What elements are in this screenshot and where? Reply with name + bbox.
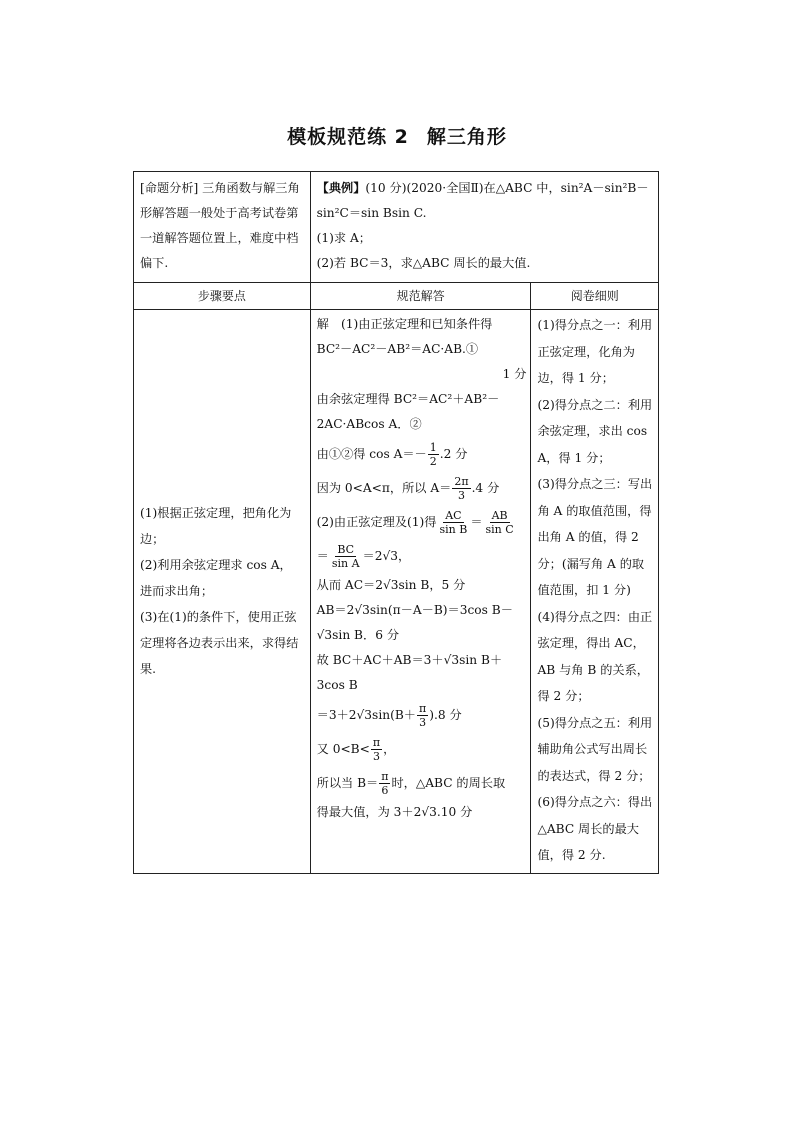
fraction-numerator: AB: [491, 509, 508, 522]
solution-text: (2)由正弦定理及(1)得: [316, 515, 437, 529]
fraction-denominator: 3: [457, 489, 465, 502]
content-row: [134, 310, 659, 874]
paren: ): [429, 708, 434, 722]
solution-line: 3cos B: [316, 678, 358, 692]
solution-line: [317, 766, 527, 800]
step-item: (2)利用余弦定理求 cos A，进而求出角；: [140, 558, 292, 599]
fraction-denominator: sin B: [439, 523, 468, 536]
solution-text: 因为 0<A<π，所以 A＝: [316, 481, 452, 495]
fraction-denominator: 3: [372, 750, 380, 763]
solution-text: B＋: [394, 708, 416, 722]
fraction-denominator: sin C: [485, 523, 514, 536]
fraction-denominator: 2: [429, 455, 437, 468]
solution-text: ＝3＋2√3sin: [316, 708, 391, 722]
example-line: (10 分)(2020·全国Ⅱ)在△ABC 中，sin²A－sin²B－: [365, 181, 649, 195]
header-steps: 步骤要点: [134, 283, 311, 310]
example-tag: 【典例】: [316, 181, 366, 195]
page-title: [0, 122, 794, 149]
solution-line: [317, 471, 527, 505]
solution-line: 由余弦定理得 BC²＝AC²＋AB²－: [316, 392, 500, 406]
fraction-denominator: 3: [419, 716, 427, 729]
fraction-numerator: BC: [337, 543, 355, 556]
solution-line: [317, 437, 527, 471]
fraction-numerator: π: [381, 770, 389, 783]
fraction: [428, 441, 439, 468]
solution-text: .2 分: [439, 447, 468, 461]
step-item: (3)在(1)的条件下，使用正弦定理将各边表示出来，求得结果.: [140, 610, 299, 677]
analysis-cell: [134, 172, 311, 283]
fraction: [452, 475, 470, 502]
header-solution: 规范解答: [310, 283, 531, 310]
fraction-denominator: sin A: [331, 557, 360, 570]
solution-text: ，: [383, 742, 396, 756]
example-cell: [310, 172, 658, 283]
fraction: [371, 736, 382, 763]
example-line: sin²C＝sin Bsin C.: [316, 206, 427, 220]
grading-cell: [531, 310, 659, 874]
fraction-numerator: AC: [445, 509, 462, 522]
solution-text: ＝2√3，: [362, 549, 411, 563]
grading-item: (2)得分点之二：利用余弦定理，求出 cos A，得 1 分；: [537, 397, 653, 465]
header-grading: 阅卷细则: [531, 283, 659, 310]
grading-item: (3)得分点之三：写出角 A 的取值范围，得出角 A 的值，得 2 分；(漏写角 A 的取值范围，扣 1 分): [537, 477, 653, 597]
solution-text: .8 分: [433, 708, 462, 722]
fraction-numerator: π: [418, 702, 427, 715]
solution-text: ＝: [316, 549, 329, 563]
paren: (: [390, 708, 395, 722]
grading-item: (1)得分点之一：利用正弦定理，化角为边，得 1 分；: [537, 318, 653, 385]
fraction-numerator: π: [372, 736, 381, 749]
solution-text: 所以当 B＝: [316, 776, 379, 790]
header-row: [134, 283, 659, 310]
solution-line: [317, 505, 527, 539]
fraction: [330, 543, 362, 570]
example-question-2: (2)若 BC＝3，求△ABC 周长的最大值.: [316, 256, 531, 270]
title-main: 模板规范练 2: [287, 126, 409, 148]
fraction-numerator: 2π: [454, 475, 469, 488]
solution-line: 得最大值，为 3＋2√3.10 分: [316, 805, 473, 819]
fraction-denominator: 6: [381, 784, 389, 797]
solution-score: 1 分: [502, 367, 527, 381]
solution-text: 由①②得 cos A＝－: [316, 447, 427, 461]
analysis-text: [命题分析] 三角函数与解三角形解答题一般处于高考试卷第一道解答题位置上，难度中档偏下.: [140, 181, 300, 270]
step-item: (1)根据正弦定理，把角化为边；: [140, 506, 292, 547]
fraction: [438, 509, 470, 536]
solution-cell: [310, 310, 531, 874]
solution-line: [317, 732, 527, 766]
solution-line: 2AC·ABcos A．②: [316, 417, 422, 431]
solution-text: 时，△ABC 的周长取: [391, 776, 506, 790]
title-sub: 解三角形: [426, 126, 507, 148]
template-table: [133, 171, 659, 874]
fraction: [379, 770, 390, 797]
solution-line: AB＝2√3sin(π－A－B)＝3cos B－: [316, 603, 513, 617]
steps-cell: [134, 310, 311, 874]
fraction-numerator: 1: [429, 441, 437, 454]
solution-line: [317, 698, 527, 732]
grading-item: (4)得分点之四：由正弦定理，得出 AC，AB 与角 B 的关系，得 2 分；: [537, 609, 653, 703]
fraction: [484, 509, 516, 536]
solution-line: √3sin B．6 分: [316, 628, 400, 642]
solution-text: .4 分: [471, 481, 500, 495]
solution-line: 解 (1)由正弦定理和已知条件得: [316, 317, 493, 331]
solution-line: [317, 539, 527, 573]
solution-line: BC²－AC²－AB²＝AC·AB.①: [316, 342, 479, 356]
solution-text: ＝: [470, 515, 483, 529]
fraction: [417, 702, 428, 729]
intro-row: [134, 172, 659, 283]
example-question-1: (1)求 A；: [316, 231, 371, 245]
grading-item: (5)得分点之五：利用辅助角公式写出周长的表达式，得 2 分；: [537, 715, 653, 783]
solution-line: 从而 AC＝2√3sin B，5 分: [316, 578, 466, 592]
solution-line: 故 BC＋AC＋AB＝3＋√3sin B＋: [316, 653, 503, 667]
grading-item: (6)得分点之六：得出△ABC 周长的最大值，得 2 分.: [537, 795, 653, 862]
solution-text: 又 0<B<: [316, 742, 370, 756]
